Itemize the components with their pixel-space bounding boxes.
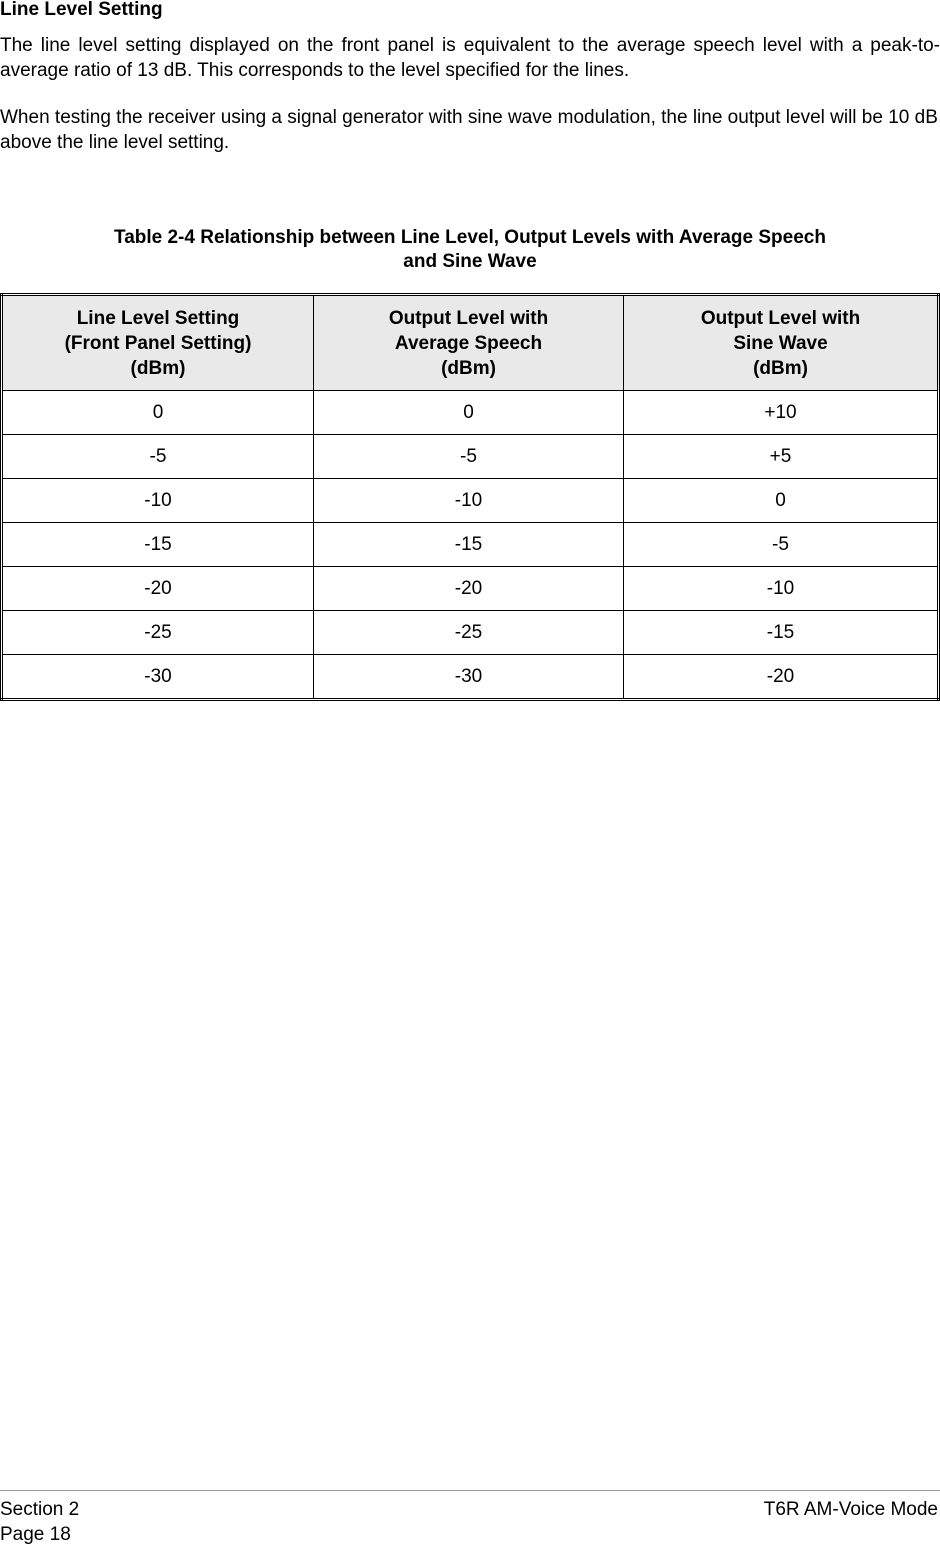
table-cell: -30 xyxy=(2,655,314,700)
table-row xyxy=(2,391,939,435)
header-text: Line Level Setting xyxy=(76,307,240,329)
table-cell: -25 xyxy=(314,611,624,655)
table-cell: 0 xyxy=(314,391,624,435)
table-cell: -15 xyxy=(314,523,624,567)
table-cell: -15 xyxy=(624,611,939,655)
footer-left xyxy=(0,1497,79,1547)
header-line-level-setting xyxy=(2,295,314,391)
table-header-row xyxy=(2,295,939,391)
table-row xyxy=(2,479,939,523)
table-caption-line-2: and Sine Wave xyxy=(403,251,537,272)
table-row xyxy=(2,567,939,611)
header-text: Average Speech xyxy=(394,332,543,354)
table-cell: -20 xyxy=(624,655,939,700)
table-row xyxy=(2,611,939,655)
paragraph-line-level-equivalence: The line level setting displayed on the front panel is equivalent to the average speech level with a peak-to-average ratio of 13 dB. This corresponds to the level specified for the lines. xyxy=(0,35,940,81)
table-cell: -10 xyxy=(314,479,624,523)
header-text: Output Level with xyxy=(388,307,549,329)
header-text: Output Level with xyxy=(700,307,861,329)
header-output-average-speech xyxy=(314,295,624,391)
table-cell: -20 xyxy=(314,567,624,611)
section-heading: Line Level Setting xyxy=(0,0,163,20)
table-row xyxy=(2,523,939,567)
table-cell: -30 xyxy=(314,655,624,700)
paragraph-sine-wave-testing: When testing the receiver using a signal generator with sine wave modulation, the line output level will be 10 dB above the line level setting. xyxy=(0,107,938,153)
header-text: (dBm) xyxy=(753,357,808,379)
header-text: (dBm) xyxy=(130,357,186,379)
table-cell: 0 xyxy=(624,479,939,523)
table-caption xyxy=(0,226,940,274)
table-cell: -5 xyxy=(624,523,939,567)
table-cell: +5 xyxy=(624,435,939,479)
header-output-sine-wave xyxy=(624,295,939,391)
table-cell: -10 xyxy=(2,479,314,523)
table-cell: -20 xyxy=(2,567,314,611)
footer-divider xyxy=(0,1490,940,1491)
header-text: (dBm) xyxy=(441,357,496,379)
table-cell: -5 xyxy=(2,435,314,479)
table-row xyxy=(2,435,939,479)
level-relationship-table xyxy=(0,293,940,701)
table-cell: -5 xyxy=(314,435,624,479)
table-cell: -15 xyxy=(2,523,314,567)
table-row xyxy=(2,655,939,700)
footer-document-title: T6R AM-Voice Mode xyxy=(763,1499,938,1520)
table-cell: -25 xyxy=(2,611,314,655)
table-caption-line-1: Table 2-4 Relationship between Line Level, Output Levels with Average Speech xyxy=(114,227,826,248)
table-cell: -10 xyxy=(624,567,939,611)
footer-page-number: Page 18 xyxy=(0,1524,71,1545)
table-cell: +10 xyxy=(624,391,939,435)
table-cell: 0 xyxy=(2,391,314,435)
level-relationship-table-container xyxy=(0,293,940,701)
footer-section-label: Section 2 xyxy=(0,1499,80,1520)
header-text: Sine Wave xyxy=(733,332,828,354)
header-text: (Front Panel Setting) xyxy=(64,332,252,354)
